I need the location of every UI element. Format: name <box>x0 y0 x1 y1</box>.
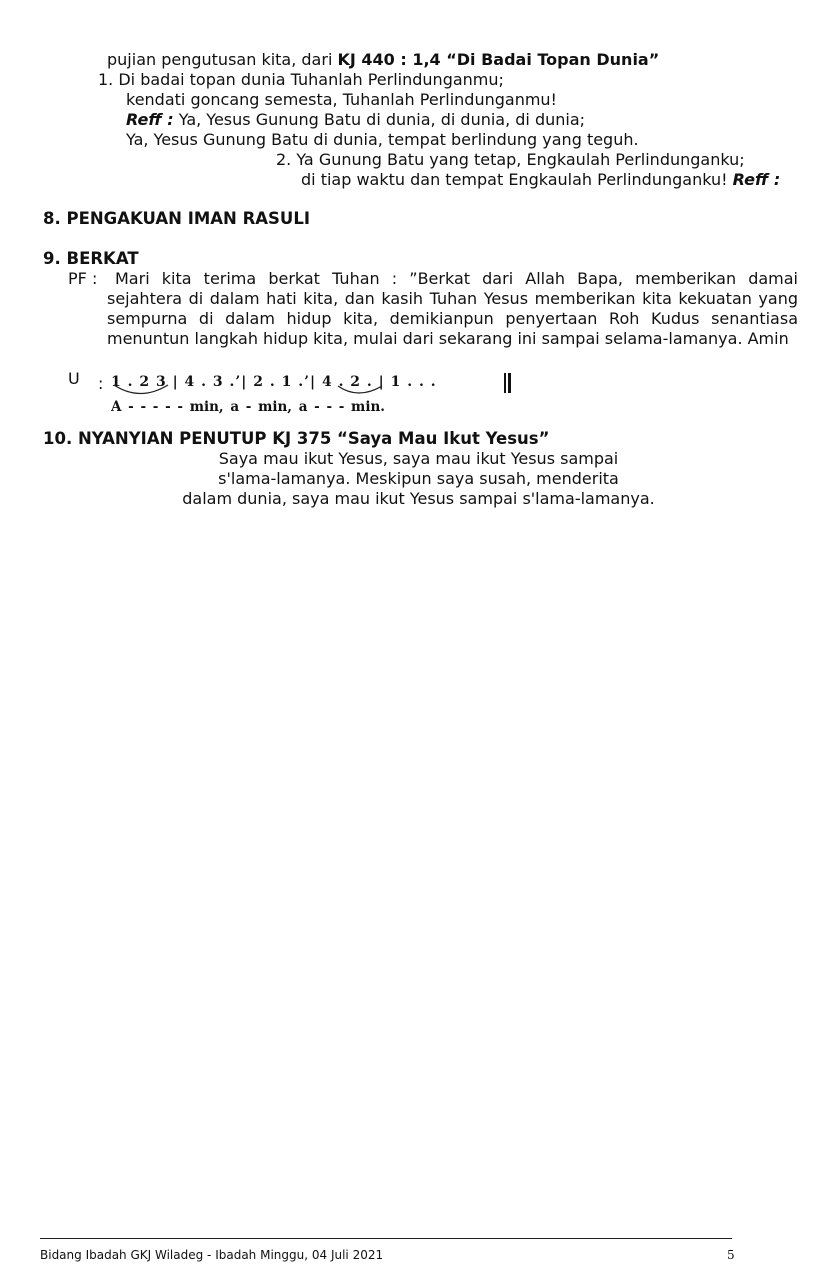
footer-text: Bidang Ibadah GKJ Wiladeg - Ibadah Minggu, 04 Juli 2021 <box>40 1248 384 1262</box>
reff-text-1: Ya, Yesus Gunung Batu di dunia, di dunia, di dunia; <box>173 110 586 129</box>
song440-reff-line2: Ya, Yesus Gunung Batu di dunia, tempat berlindung yang teguh. <box>126 130 639 149</box>
song440-verse2-line1: 2. Ya Gunung Batu yang tetap, Engkaulah Perlindunganku; <box>276 150 745 169</box>
verse2-text-2: di tiap waktu dan tempat Engkaulah Perlindunganku! <box>301 170 733 189</box>
intro-prefix: pujian pengutusan kita, dari <box>107 50 338 69</box>
closing-song-line1: Saya mau ikut Yesus, saya mau ikut Yesus sampai <box>218 449 619 468</box>
closing-song-line3: dalam dunia, saya mau ikut Yesus sampai s'lama-lamanya. <box>182 489 655 508</box>
u-colon: : <box>98 374 104 393</box>
section10-title: 10. NYANYIAN PENUTUP KJ 375 “Saya Mau Ikut Yesus” <box>43 429 550 448</box>
closing-song-line2: s'lama-lamanya. Meskipun saya susah, menderita <box>218 469 619 488</box>
song440-verse2-line2 <box>301 170 780 190</box>
footer-rule <box>40 1238 732 1239</box>
pf-label: PF : <box>68 269 98 288</box>
intro-line <box>107 50 659 70</box>
reff-label: Reff : <box>126 110 174 129</box>
song440-verse1-line1: 1. Di badai topan dunia Tuhanlah Perlindunganmu; <box>98 70 504 89</box>
amin-notation: 1 . 2 3 | 4 . 3 .’| 2 . 1 .’| 4 . 2 . | 1 . . . <box>111 374 437 390</box>
final-barline-thick <box>508 373 511 393</box>
page-number: 5 <box>727 1248 735 1262</box>
intro-song-ref: KJ 440 : 1,4 “Di Badai Topan Dunia” <box>337 50 660 69</box>
slur-mark-2 <box>338 386 382 393</box>
song440-reff-line1 <box>126 110 585 130</box>
verse2-reff-label: Reff : <box>732 170 781 189</box>
song440-verse1-line2: kendati goncang semesta, Tuhanlah Perlindunganmu! <box>126 90 557 109</box>
section8-title: 8. PENGAKUAN IMAN RASULI <box>43 209 310 228</box>
pf-blessing-text: Mari kita terima berkat Tuhan : ”Berkat dari Allah Bapa, memberikan damai sejahtera di dalam hati kita, dan kasih Tuhan Yesus memberikan kita kekuatan yang sempurna di dalam hidup kita, demikianpun penyertaan Roh Kudus senantiasa menuntun langkah hidup kita, mulai dari sekarang ini sampai selama-lamanya. Amin <box>107 269 798 348</box>
u-label: U <box>68 369 80 388</box>
final-barline-thin <box>504 373 506 393</box>
amin-lyrics: A - - - - - min, a - min, a - - - min. <box>111 399 385 415</box>
slur-mark-1 <box>114 385 168 394</box>
section9-title: 9. BERKAT <box>43 249 139 268</box>
